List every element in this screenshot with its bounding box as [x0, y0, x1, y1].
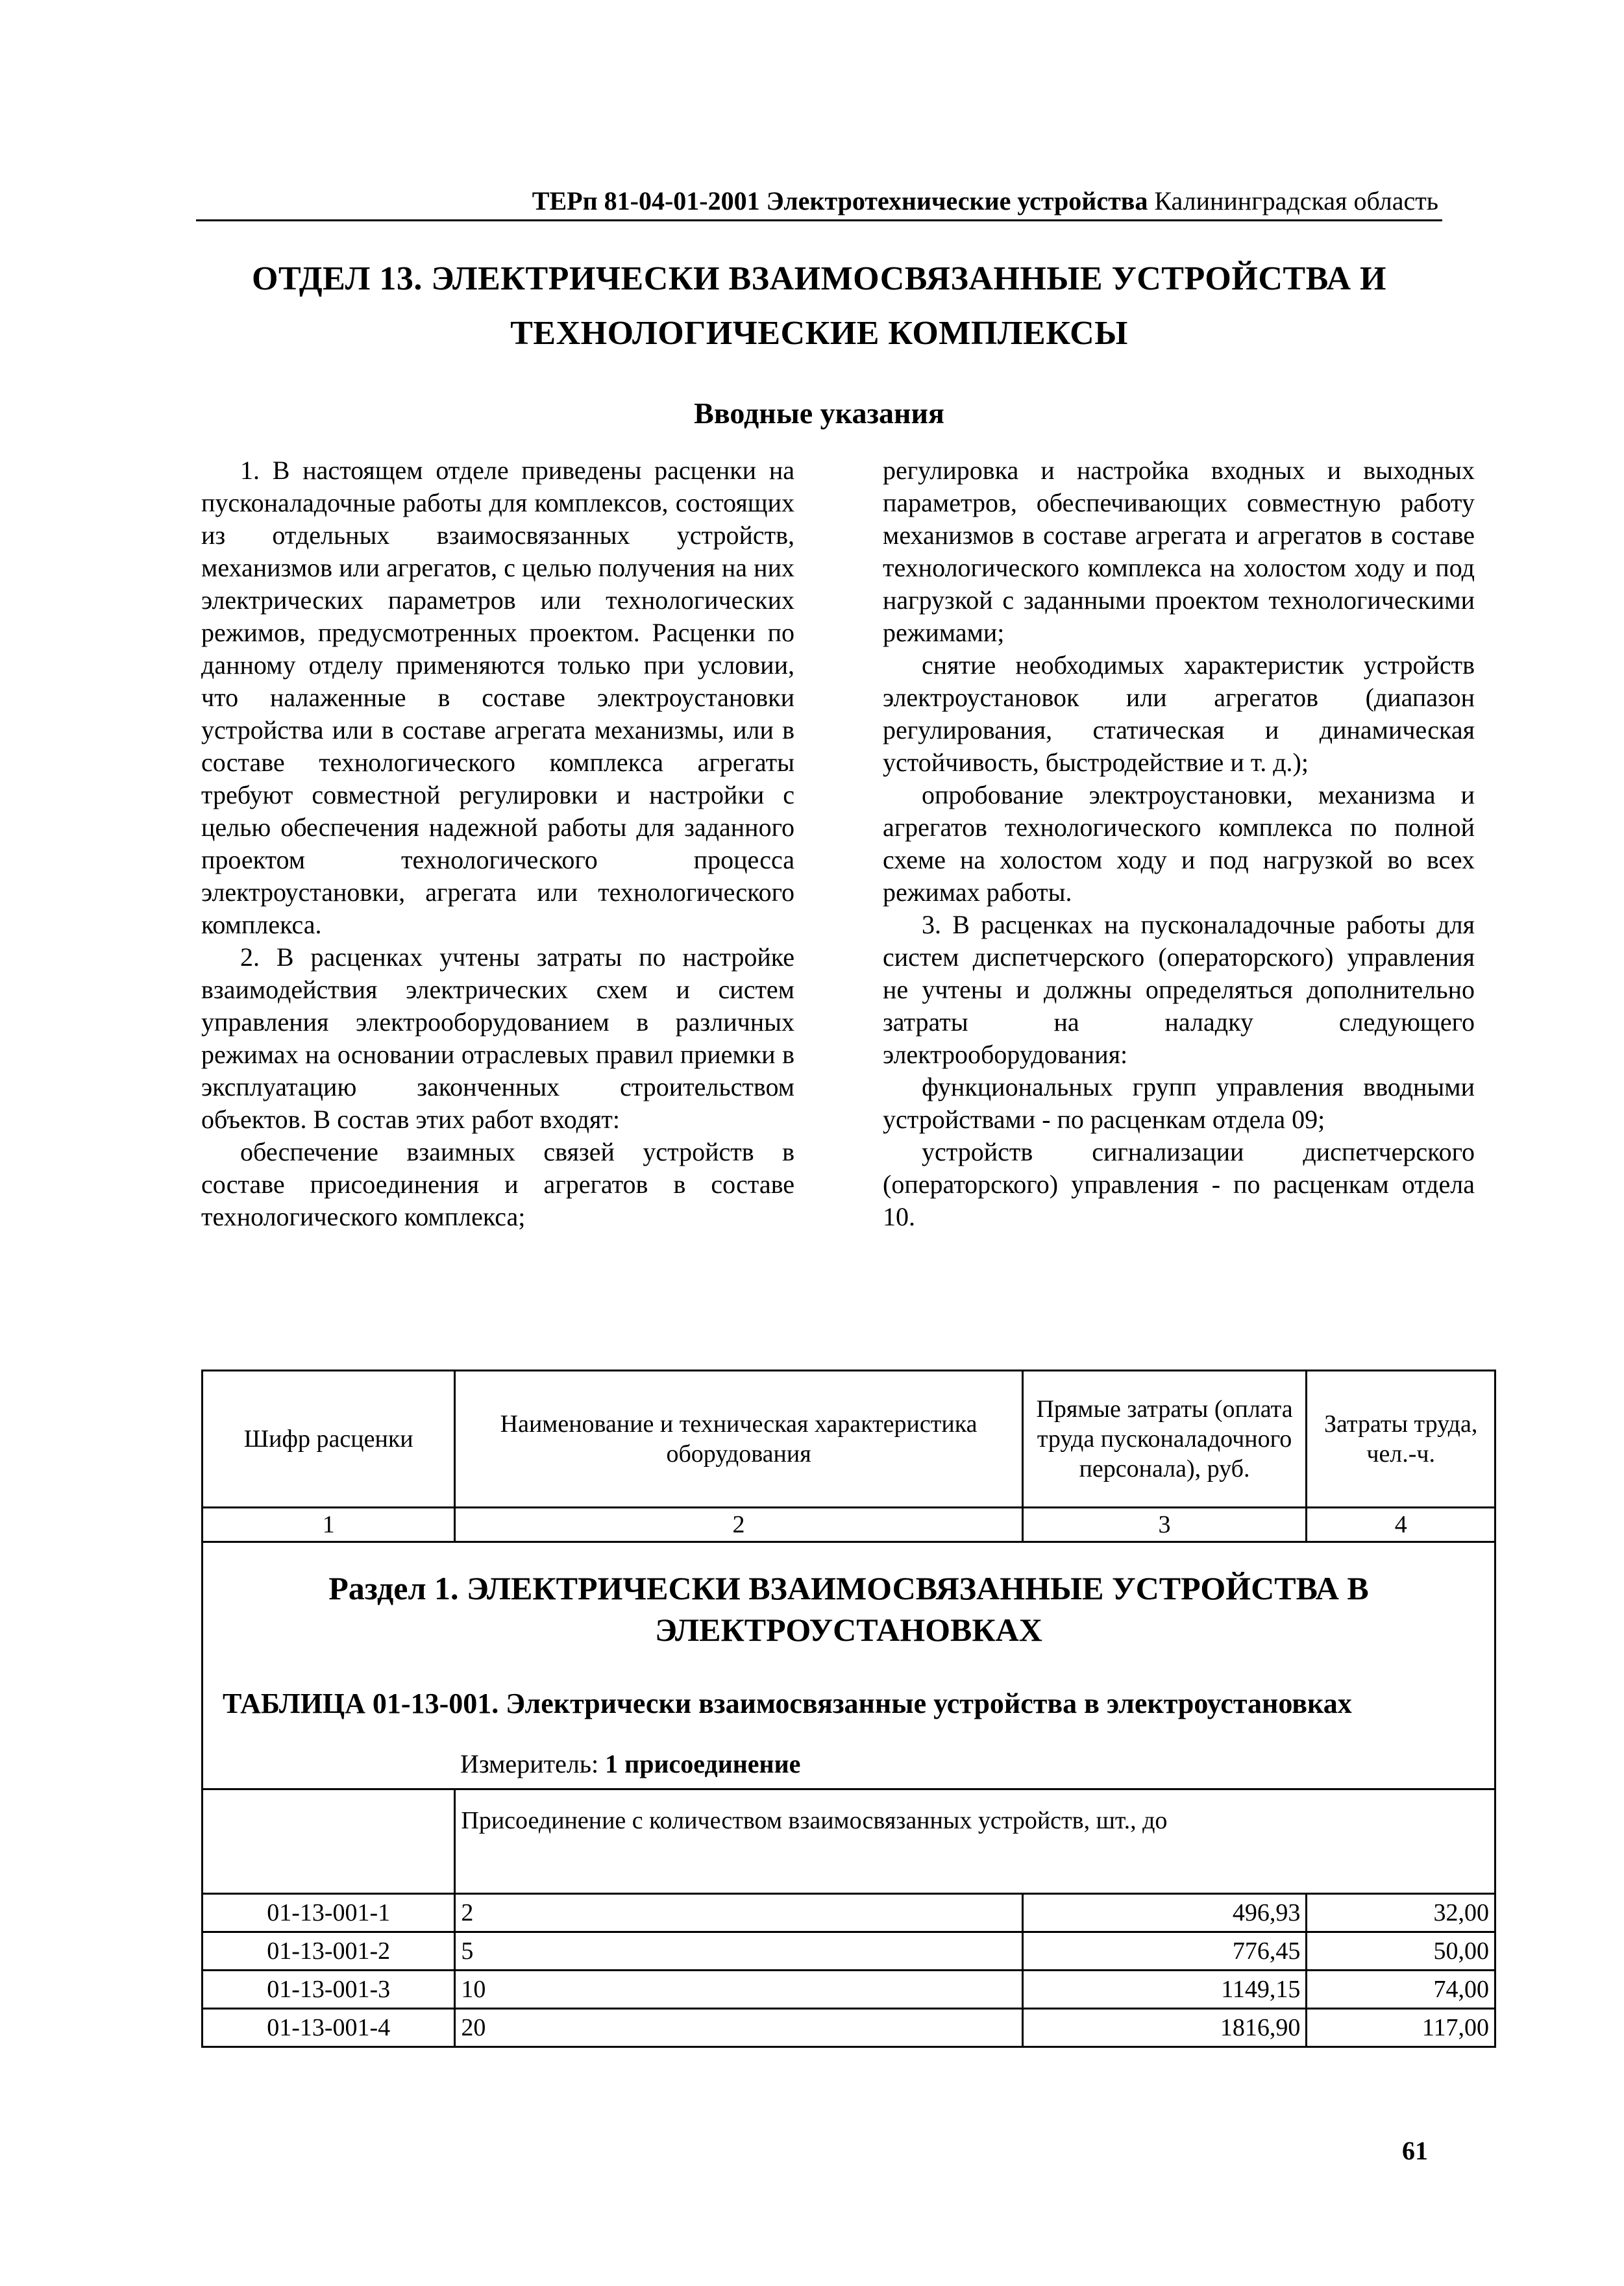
column-number: 3 — [1022, 1508, 1307, 1542]
header-name-col: Наименование и техническая характеристика оборудования — [455, 1371, 1022, 1508]
group-row — [203, 1789, 1495, 1894]
section-row — [203, 1542, 1495, 1789]
intro-heading: Вводные указания — [694, 397, 944, 430]
section-title-line-1: ОТДЕЛ 13. ЭЛЕКТРИЧЕСКИ ВЗАИМОСВЯЗАННЫЕ УСТРОЙСТВА И — [252, 260, 1386, 297]
column-number-row — [203, 1508, 1495, 1542]
rate-labor: 50,00 — [1307, 1932, 1495, 1971]
rate-cost: 1149,15 — [1022, 1971, 1307, 2009]
rate-code: 01-13-001-3 — [203, 1971, 455, 2009]
column-number: 1 — [203, 1508, 455, 1542]
rate-code: 01-13-001-4 — [203, 2009, 455, 2047]
rate-name: 10 — [455, 1971, 1022, 2009]
rate-name: 20 — [455, 2009, 1022, 2047]
rate-code: 01-13-001-1 — [203, 1894, 455, 1932]
rate-labor: 32,00 — [1307, 1894, 1495, 1932]
paragraph: 2. В расценках учтены затраты по настройке взаимодействия электрических схем и систем управления электрооборудованием в различных режимах на основании отраслевых правил приемки в эксплуатацию законченных строительством объектов. В состав этих работ входят: — [201, 942, 794, 1134]
intro-left-column — [201, 454, 794, 1233]
header-cost-col: Прямые затраты (оплата труда пусконаладочного персонала), руб. — [1022, 1371, 1307, 1508]
meter-value: 1 присоединение — [605, 1749, 801, 1778]
rates-table — [201, 1370, 1496, 2048]
paragraph: 1. В настоящем отделе приведены расценки на пусконаладочные работы для комплексов, состоящих из отдельных взаимосвязанных устройств, механизмов или агрегатов, с целью получения на них электрических параметров или технологических режимов, предусмотренных проектом. Расценки по данному отделу применяются только при условии, что налаженные в составе электроустановки устройства или в составе агрегата механизмы, или в составе технологического комплекса агрегаты требуют совместной регулировки и настройки с целью обеспечения надежной работы для заданного проектом технологического процесса электроустановки, агрегата или технологического комплекса. — [201, 456, 794, 939]
paragraph: устройств сигнализации диспетчерского (операторского) управления - по расценкам отдела 10. — [883, 1137, 1475, 1231]
header-collection: Электротехнические устройства — [766, 186, 1148, 215]
table-row — [203, 2009, 1495, 2047]
rate-name: 5 — [455, 1932, 1022, 1971]
paragraph: 3. В расценках на пусконаладочные работы для систем диспетчерского (операторского) управления не учтены и должны определяться дополнительно затраты на наладку следующего электрооборудования: — [883, 910, 1475, 1069]
running-header — [196, 186, 1442, 221]
paragraph: регулировка и настройка входных и выходных параметров, обеспечивающих совместную работу механизмов в составе агрегата и агрегатов в составе технологического комплекса на холостом ходу и под нагрузкой с заданными проектом технологическими режимами; — [883, 456, 1475, 647]
table-section-title: Раздел 1. ЭЛЕКТРИЧЕСКИ ВЗАИМОСВЯЗАННЫЕ УСТРОЙСТВА В ЭЛЕКТРОУСТАНОВКАХ — [328, 1570, 1369, 1648]
paragraph: обеспечение взаимных связей устройств в составе присоединения и агрегатов в составе технологического комплекса; — [201, 1137, 794, 1231]
table-row — [203, 1971, 1495, 2009]
rate-cost: 496,93 — [1022, 1894, 1307, 1932]
rate-cost: 776,45 — [1022, 1932, 1307, 1971]
rate-labor: 117,00 — [1307, 2009, 1495, 2047]
paragraph: функциональных групп управления вводными устройствами - по расценкам отдела 09; — [883, 1072, 1475, 1134]
section-title-line-2: ТЕХНОЛОГИЧЕСКИЕ КОМПЛЕКСЫ — [510, 315, 1128, 352]
paragraph: опробование электроустановки, механизма и агрегатов технологического комплекса по полной схеме на холостом ходу и под нагрузкой во всех режимах работы. — [883, 780, 1475, 907]
rate-name: 2 — [455, 1894, 1022, 1932]
header-code: ТЕРп 81-04-01-2001 — [532, 186, 760, 215]
paragraph: снятие необходимых характеристик устройств электроустановок или агрегатов (диапазон регулирования, статическая и динамическая устойчивость, быстродействие и т. д.); — [883, 650, 1475, 777]
column-number: 2 — [455, 1508, 1022, 1542]
group-label: Присоединение с количеством взаимосвязанных устройств, шт., до — [455, 1789, 1495, 1894]
rate-code: 01-13-001-2 — [203, 1932, 455, 1971]
page-number: 61 — [1402, 2136, 1428, 2165]
column-number: 4 — [1307, 1508, 1495, 1542]
table-title: ТАБЛИЦА 01-13-001. Электрически взаимосвязанные устройства в электроустановках — [223, 1688, 1352, 1719]
meter-label: Измеритель: — [460, 1749, 599, 1778]
table-row — [203, 1894, 1495, 1932]
rate-cost: 1816,90 — [1022, 2009, 1307, 2047]
table-row — [203, 1932, 1495, 1971]
intro-right-column — [883, 454, 1475, 1233]
meter-line — [208, 1749, 1489, 1779]
rate-labor: 74,00 — [1307, 1971, 1495, 2009]
header-region: Калининградская область — [1154, 186, 1438, 215]
table-header-row — [203, 1371, 1495, 1508]
header-labor-col: Затраты труда, чел.-ч. — [1307, 1371, 1495, 1508]
header-code-col: Шифр расценки — [203, 1371, 455, 1508]
